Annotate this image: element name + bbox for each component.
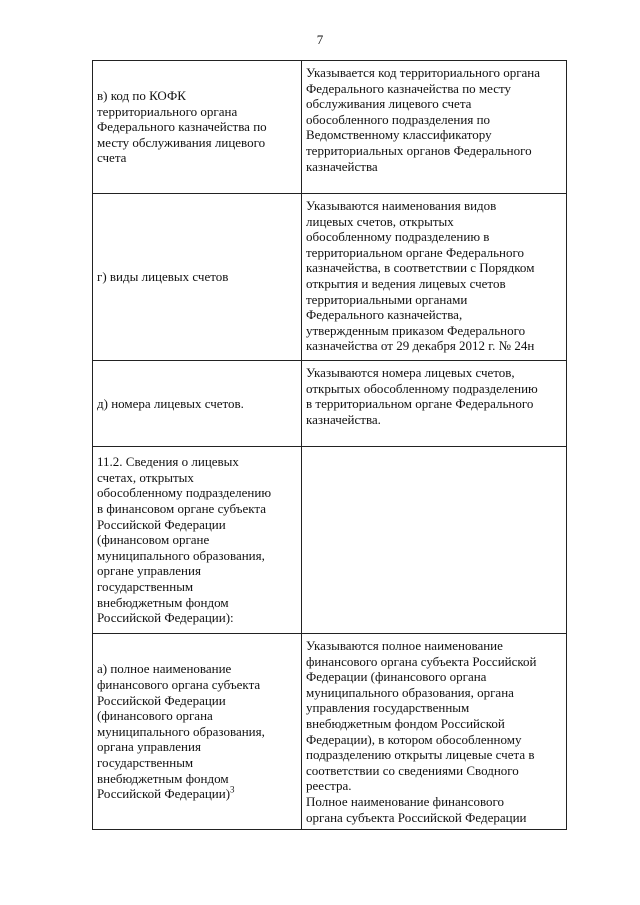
table-row [93, 361, 567, 447]
field-name-text [97, 661, 296, 801]
requirements-table [92, 60, 567, 830]
page-number: 7 [316, 32, 324, 47]
section-heading-cell [93, 447, 302, 634]
field-description-paragraph: Полное наименование финансового органа субъекта Российской Федерации [306, 793, 527, 825]
field-name-text: д) номера лицевых счетов. [97, 395, 244, 411]
field-description-text: Указываются наименования видов лицевых счетов, открытых обособленному подразделению в территориальном органе Федерального казначейства, в соответствии с Порядком открытия и ведения лицевых счетов территориальными органами Федерального казначейства, утвержденным приказом Федерального казначейства от 29 декабря 2012 г. № 24н [306, 198, 535, 354]
field-description-cell [302, 361, 567, 447]
field-description-text: Указываются номера лицевых счетов, открытых обособленному подразделению в территориальном органе Федерального казначейства. [306, 365, 538, 427]
field-description-text: Указывается код территориального органа Федерального казначейства по месту обслуживания лицевого счета обособленного подразделения по Ведомственному классификатору территориальных органов Федерального казначейства [306, 65, 541, 174]
field-name-cell [93, 61, 302, 194]
table-row [93, 61, 567, 194]
field-description-cell [302, 634, 567, 830]
field-description-cell [302, 61, 567, 194]
empty-description-cell [302, 447, 567, 634]
field-name-cell [93, 194, 302, 361]
section-heading-text: 11.2. Сведения о лицевых счетах, открытых обособленному подразделению в финансовом органе субъекта Российской Федерации (финансовом органе муниципального образования, органе управления государственным внебюджетным фондом Российской Федерации): [97, 454, 272, 626]
table-row [93, 194, 567, 361]
table-row [93, 634, 567, 830]
field-name-text: в) код по КОФК территориального органа Федерального казначейства по месту обслуживания лицевого счета [97, 88, 267, 166]
table-row [93, 447, 567, 634]
field-name-text: г) виды лицевых счетов [97, 269, 229, 285]
footnote-marker: 3 [230, 784, 235, 795]
field-description-paragraph: Указываются полное наименование финансового органа субъекта Российской Федерации (финансового органа муниципального образования, органа управления государственным внебюджетным фондом Российской Федерации), в котором обособленному подразделению открыты лицевые счета в соответствии со сведениями Сводного реестра. [306, 638, 537, 794]
field-description-cell [302, 194, 567, 361]
field-name-cell [93, 634, 302, 830]
field-name-cell [93, 361, 302, 447]
field-name-main: а) полное наименование финансового органа субъекта Российской Федерации (финансового органа муниципального образования, органа управления государственным внебюджетным фондом Российской Федерации) [97, 661, 265, 802]
